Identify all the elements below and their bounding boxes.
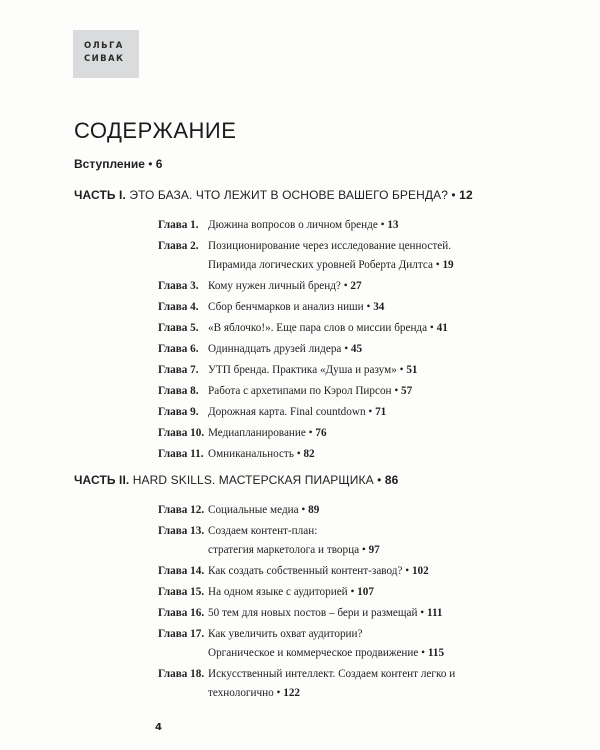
chapter-label: Глава 1. (158, 219, 199, 231)
chapter-label: Глава 14. (158, 565, 205, 577)
chapter-title-line: «В яблочко!». Еще пара слов о миссии бренда (208, 322, 428, 334)
chapter-page: 107 (357, 586, 374, 598)
chapter-title-last-line (208, 340, 362, 359)
chapter-page: 13 (387, 219, 399, 231)
chapter-title-line: 50 тем для новых постов – бери и размещай (208, 607, 418, 619)
chapter-title-last-line (208, 216, 399, 235)
toc-intro-entry (74, 157, 162, 171)
chapter-page: 19 (442, 259, 454, 271)
chapter-title-line: Социальные медиа (208, 504, 299, 516)
chapter-separator: • (341, 343, 351, 355)
toc-part-heading (74, 473, 398, 487)
chapter-page: 41 (436, 322, 448, 334)
chapter-title (208, 277, 362, 296)
chapter-title (208, 522, 380, 560)
chapter-title-last-line (208, 644, 444, 663)
chapter-label: Глава 13. (158, 525, 205, 537)
page-title: СОДЕРЖАНИЕ (74, 118, 237, 143)
chapter-title (208, 501, 319, 520)
chapter-title-last-line (208, 298, 384, 317)
chapter-title-last-line (208, 424, 327, 443)
chapter-label: Глава 11. (158, 448, 204, 460)
chapter-separator: • (298, 504, 309, 516)
chapter-separator: • (347, 586, 358, 598)
chapter-title-line: Создаем контент-план: (208, 525, 318, 537)
chapter-separator: • (432, 259, 443, 271)
author-first-name: ОЛЬГА (84, 41, 124, 51)
chapter-label: Глава 8. (158, 385, 199, 397)
chapter-title (208, 361, 418, 380)
toc-part-heading (74, 188, 473, 202)
chapter-page: 111 (426, 607, 443, 619)
chapter-title (208, 298, 384, 317)
intro-label: Вступление (74, 157, 145, 171)
chapter-page: 34 (373, 301, 385, 313)
chapter-label: Глава 5. (158, 322, 199, 334)
chapter-title-line: Сбор бенчмарков и анализ ниши (208, 301, 364, 313)
chapter-page: 57 (401, 385, 413, 397)
chapter-title-line: Пирамида логических уровней Роберта Дилтса (208, 259, 433, 271)
chapter-title-last-line (208, 403, 386, 422)
chapter-title-line: Искусственный интеллект. Создаем контент легко и (208, 668, 456, 680)
chapter-label: Глава 12. (158, 504, 205, 516)
chapter-title-line: Позиционирование через исследование ценностей. (208, 240, 451, 252)
chapter-title-line: Работа с архетипами по Кэрол Пирсон (208, 385, 392, 397)
chapter-page: 115 (427, 647, 445, 659)
chapter-title-line: Как увеличить охват аудитории? (208, 628, 363, 640)
chapter-label: Глава 16. (158, 607, 205, 619)
chapter-title-line: Кому нужен личный бренд? (208, 280, 341, 292)
chapter-separator: • (273, 687, 284, 699)
chapter-title (208, 319, 448, 338)
chapter-label: Глава 4. (158, 301, 199, 313)
part-title: ЭТО БАЗА. ЧТО ЛЕЖИТ В ОСНОВЕ ВАШЕГО БРЕНДА? (125, 188, 448, 202)
chapter-page: 51 (406, 364, 418, 376)
chapter-separator: • (293, 448, 304, 460)
chapter-title-last-line (208, 684, 455, 703)
chapter-title-last-line (208, 583, 374, 602)
part-number: ЧАСТЬ II. (74, 473, 130, 487)
chapter-separator: • (305, 427, 316, 439)
chapter-title-last-line (208, 361, 418, 380)
chapter-separator: • (418, 647, 428, 659)
chapter-title-line: Дюжина вопросов о личном бренде (208, 219, 378, 231)
chapter-label: Глава 6. (158, 343, 199, 355)
chapter-title (208, 424, 327, 443)
page-number: 4 (155, 722, 162, 733)
chapter-separator: • (363, 301, 374, 313)
chapter-title-last-line (208, 541, 380, 560)
chapter-title-line: Дорожная карта. Final countdown (208, 406, 366, 418)
chapter-title-line: стратегия маркетолога и творца (208, 544, 360, 556)
chapter-label: Глава 17. (158, 628, 205, 640)
chapter-separator: • (427, 322, 437, 334)
chapter-title (208, 583, 374, 602)
chapter-title (208, 665, 455, 703)
chapter-title-line: технологично (208, 687, 274, 699)
chapter-separator: • (377, 219, 388, 231)
chapter-separator: • (396, 364, 407, 376)
chapter-title-line: Медиапланирование (208, 427, 306, 439)
chapter-page: 122 (283, 687, 300, 699)
intro-page: 6 (155, 157, 163, 171)
chapter-label: Глава 10. (158, 427, 205, 439)
chapter-page: 89 (308, 504, 320, 516)
chapter-label: Глава 7. (158, 364, 199, 376)
chapter-title-line: Как создать собственный контент-завод? (208, 565, 403, 577)
chapter-separator: • (417, 607, 427, 619)
chapter-page: 82 (303, 448, 315, 460)
chapter-title-line: УТП бренда. Практика «Душа и разум» (208, 364, 397, 376)
chapter-title-last-line (208, 319, 448, 338)
chapter-title (208, 445, 315, 464)
chapter-title (208, 604, 443, 623)
chapter-label: Глава 9. (158, 406, 199, 418)
chapter-label: Глава 15. (158, 586, 205, 598)
chapter-page: 45 (350, 343, 363, 355)
chapter-title-line: На одном языке с аудиторией (208, 586, 348, 598)
chapter-page: 97 (368, 544, 380, 556)
chapter-title (208, 625, 444, 663)
chapter-title (208, 382, 412, 401)
chapter-label: Глава 3. (158, 280, 199, 292)
chapter-page: 71 (375, 406, 387, 418)
chapter-separator: • (365, 406, 376, 418)
part-separator: • (448, 188, 460, 202)
part-title: HARD SKILLS. МАСТЕРСКАЯ ПИАРЩИКА (129, 473, 374, 487)
chapter-separator: • (340, 280, 351, 292)
chapter-separator: • (402, 565, 412, 577)
chapter-separator: • (391, 385, 402, 397)
part-page: 86 (384, 473, 399, 487)
chapter-title-line: Омниканальность (208, 448, 294, 460)
chapter-title-line: Одиннадцать друзей лидера (208, 343, 342, 355)
part-page: 12 (459, 188, 473, 202)
chapter-label: Глава 18. (158, 668, 205, 680)
chapter-title-last-line (208, 256, 454, 275)
part-separator: • (373, 473, 385, 487)
chapter-title-last-line (208, 604, 443, 623)
chapter-title-last-line (208, 382, 412, 401)
chapter-title (208, 340, 362, 359)
chapter-title-last-line (208, 445, 315, 464)
chapter-title (208, 403, 386, 422)
chapter-title-last-line (208, 562, 429, 581)
chapter-separator: • (359, 544, 369, 556)
chapter-title (208, 216, 399, 235)
part-number: ЧАСТЬ I. (74, 188, 126, 202)
chapter-label: Глава 2. (158, 240, 199, 252)
chapter-title-last-line (208, 277, 362, 296)
chapter-title (208, 237, 454, 275)
author-last-name: СИВАК (84, 54, 125, 64)
chapter-title-line: Органическое и коммерческое продвижение (208, 647, 419, 659)
author-box (73, 30, 139, 78)
chapter-page: 27 (350, 280, 362, 292)
intro-separator: • (144, 157, 156, 171)
chapter-page: 102 (411, 565, 429, 577)
chapter-page: 76 (315, 427, 327, 439)
chapter-title-last-line (208, 501, 319, 520)
chapter-title (208, 562, 429, 581)
